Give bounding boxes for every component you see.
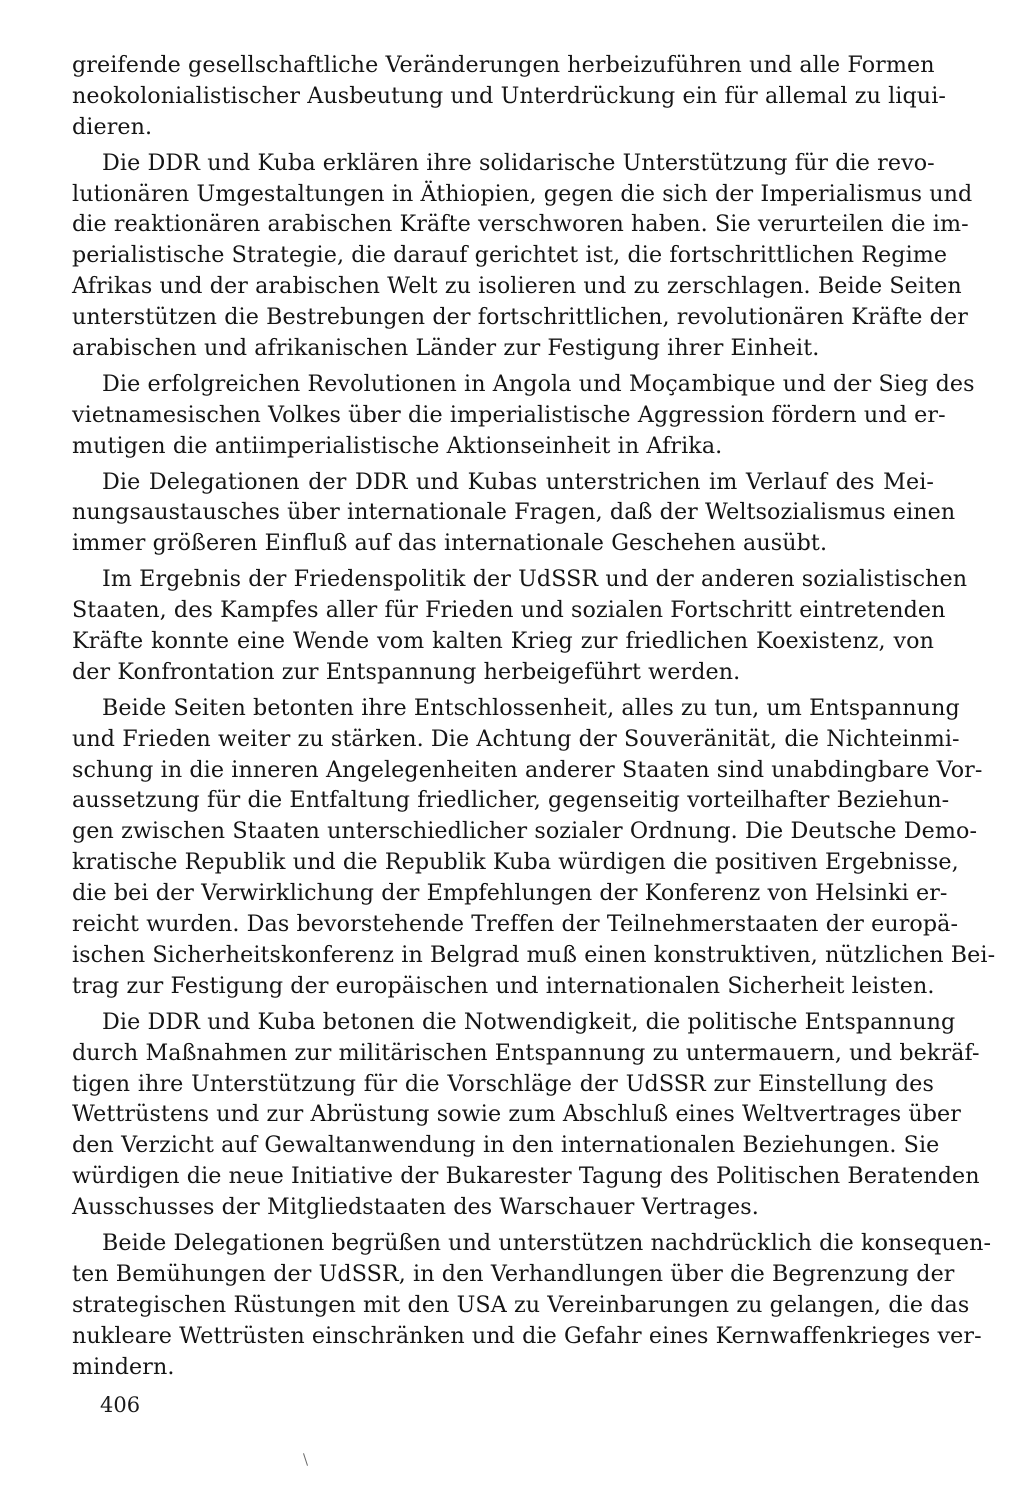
text-line: und Frieden weiter zu stärken. Die Achtung der Souveränität, die Nichteinmi- [72,725,960,752]
page-number: 406 [100,1393,141,1417]
text-line: ischen Sicherheitskonferenz in Belgrad muß einen konstruktiven, nützlichen Bei- [72,941,996,968]
text-line: kratische Republik und die Republik Kuba würdigen die positiven Ergebnisse, [72,849,959,876]
text-line: perialistische Strategie, die darauf gerichtet ist, die fortschrittlichen Regime [72,242,948,269]
text-line: Kräfte konnte eine Wende vom kalten Krieg zur friedlichen Koexistenz, von [72,628,934,655]
text-line: Wettrüstens und zur Abrüstung sowie zum Abschluß eines Weltvertrages über [72,1101,961,1128]
text-line: mutigen die antiimperialistische Aktionseinheit in Afrika. [72,432,723,459]
text-line: würdigen die neue Initiative der Bukarester Tagung des Politischen Beratenden [72,1163,980,1190]
text-line: Staaten, des Kampfes aller für Frieden und sozialen Fortschritt eintretenden [72,597,946,624]
text-line: mindern. [72,1353,175,1380]
text-line: strategischen Rüstungen mit den USA zu Vereinbarungen zu gelangen, die das [72,1291,970,1318]
text-line: Beide Seiten betonten ihre Entschlossenheit, alles zu tun, um Entspannung [102,694,960,721]
text-line: die bei der Verwirklichung der Empfehlungen der Konferenz von Helsinki er- [72,880,948,907]
text-line: Die erfolgreichen Revolutionen in Angola und Moçambique und der Sieg des [102,370,975,397]
text-line: Die Delegationen der DDR und Kubas unterstrichen im Verlauf des Mei- [102,468,934,495]
text-line: Die DDR und Kuba erklären ihre solidarische Unterstützung für die revo- [102,149,935,176]
paragraph-4 [72,467,956,560]
text-line: aussetzung für die Entfaltung friedlicher, gegenseitig vorteilhafter Beziehun- [72,787,950,814]
text-line: ten Bemühungen der UdSSR, in den Verhandlungen über die Begrenzung der [72,1260,955,1287]
text-line: dieren. [72,113,153,140]
text-line: schung in die inneren Angelegenheiten anderer Staaten sind unabdingbare Vor- [72,756,983,783]
text-line: neokolonialistischer Ausbeutung und Unterdrückung ein für allemal zu liqui- [72,82,946,109]
paragraph-7 [72,1007,980,1223]
text-line: den Verzicht auf Gewaltanwendung in den internationalen Beziehungen. Sie [72,1132,940,1159]
text-line: tigen ihre Unterstützung für die Vorschläge der UdSSR zur Einstellung des [72,1070,934,1097]
text-line: lutionären Umgestaltungen in Äthiopien, gegen die sich der Imperialismus und [72,180,973,207]
text-line: immer größeren Einfluß auf das internationale Geschehen ausübt. [72,530,828,557]
text-line: Afrikas und der arabischen Welt zu isolieren und zu zerschlagen. Beide Seiten [72,273,962,300]
text-line: reicht wurden. Das bevorstehende Treffen der Teilnehmerstaaten der europä- [72,911,959,938]
text-line: durch Maßnahmen zur militärischen Entspannung zu untermauern, und bekräf- [72,1039,980,1066]
text-line: der Konfrontation zur Entspannung herbeigeführt werden. [72,658,741,685]
text-line: trag zur Festigung der europäischen und internationalen Sicherheit leisten. [72,972,935,999]
text-line: Die DDR und Kuba betonen die Notwendigkeit, die politische Entspannung [102,1008,956,1035]
paragraph-6 [72,693,996,1002]
text-line: Beide Delegationen begrüßen und unterstützen nachdrücklich die konsequen- [102,1229,992,1256]
document-page [72,50,996,1387]
paragraph-5 [72,564,968,688]
text-line: greifende gesellschaftliche Veränderungen herbeizuführen und alle Formen [72,52,935,78]
text-line: vietnamesischen Volkes über die imperialistische Aggression fördern und er- [72,401,946,428]
paragraph-3 [72,369,975,462]
text-line: nukleare Wettrüsten einschränken und die Gefahr eines Kernwaffenkrieges ver- [72,1322,982,1349]
text-line: arabischen und afrikanischen Länder zur Festigung ihrer Einheit. [72,335,820,362]
text-line: die reaktionären arabischen Kräfte verschworen haben. Sie verurteilen die im- [72,211,969,238]
text-line: unterstützen die Bestrebungen der fortschrittlichen, revolutionären Kräfte der [72,304,968,331]
scan-mark [303,1453,308,1466]
text-line: gen zwischen Staaten unterschiedlicher sozialer Ordnung. Die Deutsche Demo- [72,818,978,845]
text-line: Im Ergebnis der Friedenspolitik der UdSSR und der anderen sozialistischen [102,566,968,593]
paragraph-1 [72,50,946,143]
text-line: nungsaustausches über internationale Fragen, daß der Weltsozialismus einen [72,499,956,526]
text-line: Ausschusses der Mitgliedstaaten des Warschauer Vertrages. [72,1194,759,1221]
paragraph-8 [72,1228,992,1382]
paragraph-2 [72,148,973,364]
